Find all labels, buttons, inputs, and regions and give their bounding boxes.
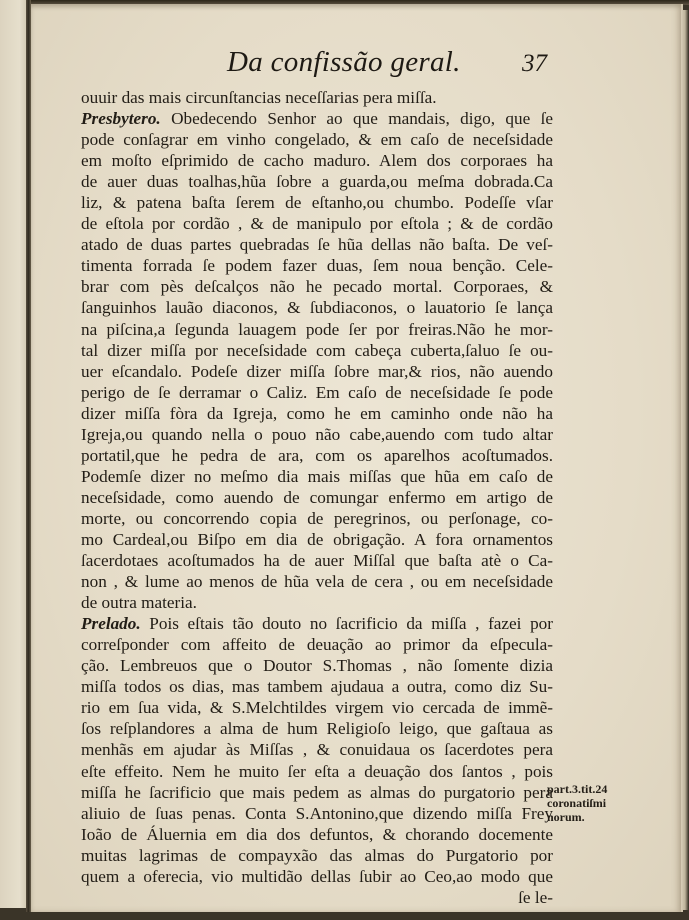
line-text: Podemſe dizer no meſmo dia mais miſſas que hũa em caſo de [81,466,553,486]
line-text: de outra materia. [81,593,197,613]
text-line [81,803,553,824]
line-text: brar com pès deſcalços não he pecado mortal. Corporaes, & [81,277,553,297]
line-text: ouuir das mais circunſtancias neceſſarias pera miſſa. [81,88,437,107]
facing-page-edge [0,0,28,908]
line-text: eſte effeito. Nem he muito ſer eſta a deuação dos ſantos , pois [81,761,553,781]
line-text: dizer miſſa fòra da Igreja, como he em caminho onde não ha [81,403,553,423]
text-line [81,761,553,782]
text-line [81,340,553,361]
line-text: miſſa he ſacrificio que mais pedem as almas do purgatorio pera [81,782,553,802]
book-page [31,4,683,912]
catchword: ſe le- [518,887,553,907]
text-line [81,613,553,634]
line-text: mo Cardeal,ou Biſpo em dia de obrigação. A fora ornamentos [81,529,553,549]
line-text: Ioão de Áluernia em dia dos defuntos, & chorando docemente [81,824,553,844]
text-line [81,529,553,550]
line-text: uer eſcandalo. Podeſe dizer miſſa ſobre mar,& rios, não auendo [81,361,553,381]
text-line [81,487,553,508]
text-line [81,234,553,255]
line-text: tal dizer miſſa por neceſsidade com cabeça cuberta,ſaluo ſe ou- [81,340,553,360]
text-line [81,845,553,866]
text-line [81,297,553,318]
line-text: Igreja,ou quando nella o pouo não cabe,auendo com tudo altar [81,424,553,444]
line-text: Pois eſtais tão douto no ſacrificio da miſſa , fazei por [140,614,553,634]
line-text: de eſtola por cordão , & de manipulo por eſtola ; & de cordão [81,214,553,234]
marginal-note-line: coronatiſmi [547,796,607,810]
line-text: menhãs em ajudar às Miſſas , & conuidaua os ſacerdotes pera [81,740,553,760]
text-line [81,634,553,655]
line-text: de auer duas toalhas,hũa ſobre a guarda,ou meſma dobrada.Ca [81,172,553,192]
text-line [81,150,553,171]
text-line [81,718,553,739]
line-text: neceſsidade, como auendo de comungar enfermo em artigo de [81,487,553,507]
text-line [81,866,553,887]
line-text: rio em ſua vida, & S.Melchtildes virgem vio cercada de immẽ- [81,698,553,718]
line-text: timenta forrada ſe podem fazer duas, ſem noua benção. Cele- [81,256,553,276]
text-line [81,213,553,234]
text-line [81,508,553,529]
page-header [31,46,681,86]
marginal-note-line: norum. [547,810,585,824]
text-line [81,550,553,571]
line-text: morte, ou concorrendo copia de peregrinos, ou perſonage, co- [81,508,553,528]
body-text [81,87,553,908]
text-line [81,319,553,340]
line-text: pode conſagrar em vinho congelado, & em caſo de neceſsidade [81,130,553,150]
marginal-note-line: part.3.tit.24 [547,782,608,796]
text-line [81,697,553,718]
speaker-label: Presbytero. [81,109,161,129]
text-line [81,824,553,845]
line-text: portatil,que he pedra de ara, com os aparelhos acoſtumados. [81,445,553,465]
line-text: ção. Lembreuos que o Doutor S.Thomas , não ſomente dizia [81,656,553,676]
line-text: atado de duas partes quebradas ſe hũa dellas não baſta. De veſ- [81,235,553,255]
text-line [81,571,553,592]
text-line [81,276,553,297]
text-line [81,171,553,192]
text-line [81,129,553,150]
text-line [81,782,553,803]
text-line [81,676,553,697]
line-text: non , & lume ao menos de hũa vela de cera , ou em neceſsidade [81,572,553,592]
line-text: em moſto eſprimido de cacho maduro. Alem dos corporaes ha [81,151,553,171]
line-text: quem a oferecia, vio multidão dellas ſubir ao Ceo,ao modo que [81,866,553,886]
text-line [81,361,553,382]
text-line [81,655,553,676]
text-line [81,108,553,129]
page-number: 37 [522,50,547,77]
marginal-note [547,782,607,824]
text-line [81,445,553,466]
line-text: correſponder com affeito de deuação ao primor da eſpecula- [81,635,553,655]
line-text: ſanguinhos lauão diaconos, & ſubdiaconos, o lauatorio ſe lança [81,298,553,318]
speaker-label: Prelado. [81,614,141,634]
text-line [81,592,553,613]
line-text: miſſa todos os dias, mas tambem ajudaua a outra, como diz Su- [81,677,553,697]
text-line [81,424,553,445]
line-text: muitas lagrimas de compayxão das almas do Purgatorio por [81,845,553,865]
line-text: liz, & patena baſta ſerem de eſtanho,ou chumbo. Podeſſe vſar [81,193,553,213]
text-line [81,87,553,108]
text-line [81,192,553,213]
line-text: ſos reſplandores a alma de hum Religioſo leigo, que gaſtaua as [81,719,553,739]
text-line [81,466,553,487]
text-line [81,255,553,276]
text-line [81,739,553,760]
line-text: perigo de ſe derramar o Caliz. Em caſo de neceſsidade ſe pode [81,382,553,402]
page-fore-edge [681,10,689,910]
line-text: aliuio de ſuas penas. Conta S.Antonino,que dizendo miſſa Frey [81,803,553,823]
line-text: Obedecendo Senhor ao que mandais, digo, que ſe [160,109,553,129]
text-line [81,382,553,403]
text-line [81,403,553,424]
running-title: Da confissão geral. [227,46,461,78]
line-text: na piſcina,a ſegunda lauagem pode ſer por freiras.Não he mor- [81,319,553,339]
line-text: ſacerdotaes acoſtumados ha de auer Miſſal que baſta atè o Ca- [81,551,553,571]
